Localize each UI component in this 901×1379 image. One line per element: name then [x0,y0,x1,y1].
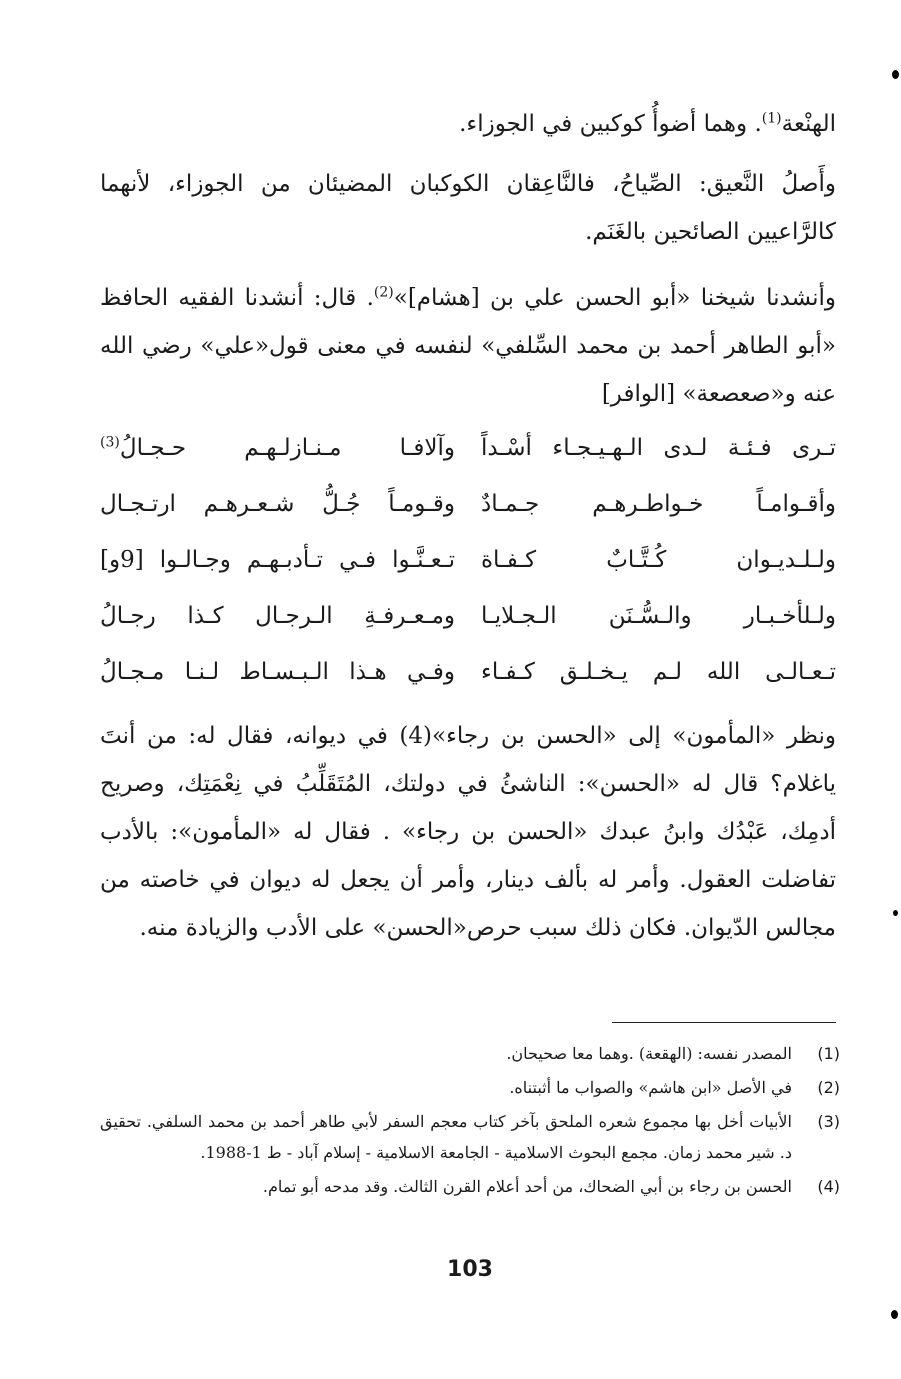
paragraph-1 [100,100,836,148]
footnote-ref-2: (2) [373,284,394,301]
verse-4-first-hemistich: ولـلأخـبـار والـسُّـنَن الـجـلايـا [481,603,836,629]
verse-2-first-hemistich: وأقـوامـاً خـواطـرهـم جـمـادٌ [481,491,836,517]
footnote-4-number: (4) [817,1177,840,1196]
verse-3-first-hemistich: ولـلـديـوان كُـتَّـابٌ كـفـاة [481,547,836,573]
footnotes [100,1038,840,1205]
paragraph-3-text-before: وأنشدنا شيخنا «أبو الحسن علي بن [هشام]» [393,285,836,311]
footnote-separator [612,1022,836,1023]
scan-speck-middle [893,910,898,916]
footnote-3-number: (3) [817,1112,840,1131]
verse-line-5 [100,644,836,700]
footnote-2-number: (2) [817,1078,840,1097]
verse-line-2 [100,476,836,532]
scan-speck-bottom [891,1310,898,1319]
footnote-1-text: المصدر نفسه: (الهقعة) .وهما معا صحيحان. [506,1044,792,1063]
footnote-3 [100,1106,840,1168]
paragraph-2: وأَصلُ النَّعيق: الصِّياحُ، فالنَّاعِقان الكوكبان المضيئان من الجوزاء، لأنهما كالرَّاعيين الصائحين بالغَنَم. [100,171,836,245]
footnote-2-text: في الأصل «ابن هاشم» والصواب ما أثبتناه. [509,1078,792,1097]
verse-2-second-hemistich: وقـومـاً جُـلُّ شـعـرهـم ارتـجـال [100,491,455,517]
footnote-1 [100,1038,840,1069]
poem [100,420,836,700]
footnote-2 [100,1072,840,1103]
verse-1-second-text: وآلافـا مـنـازلـهـم حـجـالُ [119,435,455,461]
footnote-1-number: (1) [817,1044,840,1063]
paragraph-1-text-after: . وهما أضوأُ كوكبين في الجوزاء. [459,111,762,137]
verse-1-second-hemistich [100,420,455,476]
paragraph-3 [100,274,836,418]
scan-speck-top [892,70,899,79]
verse-4-second-hemistich: ومـعـرفـةِ الـرجـال كـذا رجـالُ [100,603,455,629]
footnote-4 [100,1171,840,1202]
verse-line-4 [100,588,836,644]
verse-line-3 [100,532,836,588]
verse-1-first-hemistich: تـرى فـئـة لـدى الـهـيـجـاء أسْـداً [481,435,836,461]
paragraph-4: ونظر «المأمون» إلى «الحسن بن رجاء»(4) في ديوانه، فقال له: من أنتَ ياغلام؟ قال له «الحسن»: الناشئُ في دولتك، المُتَقَلِّبُ في نِعْمَتِك، وصريح أدمِك، عَبْدُك وابنُ عبدك «الحسن بن رجاء» . فقال له «المأمون»: بالأدب تفاضلت العقول. وأمر له بألف دينار، وأمر أن يجعل له ديوان في خاصته من مجالس الدّيوان. فكان ذلك سبب حرص«الحسن» على الأدب والزيادة منه. [100,723,836,941]
footnote-ref-3: (3) [100,434,120,451]
footnote-4-text: الحسن بن رجاء بن أبي الضحاك، من أحد أعلام القرن الثالث. وقد مدحه أبو تمام. [262,1177,792,1196]
verse-line-1 [100,420,836,476]
paragraph-1-text-before: الهنْعة [781,111,836,137]
verse-5-first-hemistich: تـعـالـى الله لـم يـخـلـق كـفـاء [481,659,836,685]
verse-3-second-hemistich: تـعـنَّـوا فـي تـأدبـهـم وجـالـوا [9و] [100,547,455,573]
verse-5-second-hemistich: وفـي هـذا الـبـسـاط لـنـا مـجـالُ [100,659,455,685]
footnote-ref-1: (1) [761,110,782,127]
footnote-3-text: الأبيات أخل بها مجموع شعره الملحق بآخر كتاب معجم السفر لأبي طاهر أحمد بن محمد السلفي. تحقيق د. شير محمد زمان. مجمع البحوث الاسلامية - الجامعة الاسلامية - إسلام آباد - ط 1-1988. [100,1112,792,1162]
paragraph-3-text-after: . قال: أنشدنا الفقيه الحافظ «أبو الطاهر أحمد بن محمد السِّلفي» لنفسه في معنى قول«علي» رضي الله عنه و«صعصعة» [الوافر] [100,285,836,407]
page-number: 103 [447,1257,493,1282]
